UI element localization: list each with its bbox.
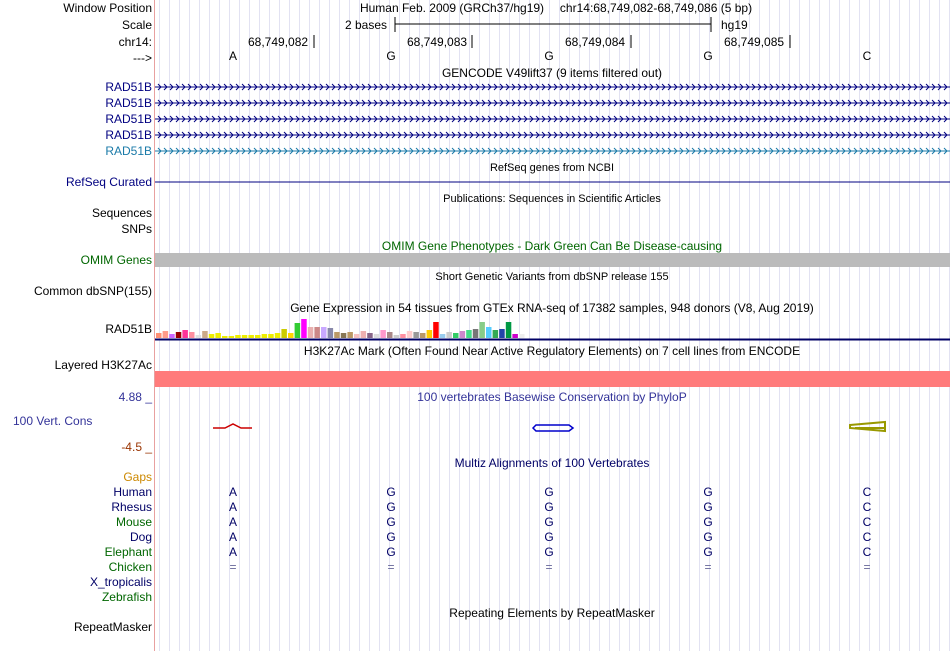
species-label[interactable]: Rhesus xyxy=(111,500,152,514)
alignment-base: = xyxy=(387,560,395,574)
gtex-bar xyxy=(248,335,254,338)
phylop-signal xyxy=(213,424,252,428)
ruler-coordinate: 68,749,085 xyxy=(724,35,785,49)
gtex-bar xyxy=(460,331,466,338)
alignment-base: A xyxy=(228,485,238,499)
gtex-bar xyxy=(427,330,433,338)
omim-label[interactable]: OMIM Genes xyxy=(80,253,152,267)
gtex-bar xyxy=(268,334,274,338)
gencode-item-label[interactable]: RAD51B xyxy=(105,96,152,110)
gtex-bar xyxy=(506,322,512,338)
alignment-base: C xyxy=(862,500,872,514)
gtex-bar xyxy=(341,333,347,338)
assembly-text: Human Feb. 2009 (GRCh37/hg19) xyxy=(359,1,545,15)
refseq-title: RefSeq genes from NCBI xyxy=(489,162,615,174)
alignment-base: C xyxy=(862,545,872,559)
gtex-bar xyxy=(380,330,386,338)
chrom-label: chr14: xyxy=(118,35,152,49)
ruler-base: C xyxy=(862,49,872,63)
alignment-base: G xyxy=(386,515,396,529)
gencode-item-label[interactable]: RAD51B xyxy=(105,144,152,158)
alignment-base: C xyxy=(862,485,872,499)
phylop-min-label: -4.5 _ xyxy=(121,440,152,454)
ruler-coordinate: 68,749,084 xyxy=(565,35,626,49)
gtex-bar xyxy=(255,335,261,338)
h3k27ac-title: H3K27Ac Mark (Often Found Near Active Regulatory Elements) on 7 cell lines from ENCODE xyxy=(303,344,801,358)
alignment-base: A xyxy=(228,530,238,544)
alignment-base: A xyxy=(228,515,238,529)
gtex-bar xyxy=(196,335,202,338)
gtex-bar xyxy=(440,334,446,338)
scale-text: 2 bases xyxy=(345,18,388,32)
gencode-item-label[interactable]: RAD51B xyxy=(105,128,152,142)
alignment-base: = xyxy=(863,560,871,574)
gencode-item-label[interactable]: RAD51B xyxy=(105,112,152,126)
strand-label: ---> xyxy=(133,51,152,65)
sequences-label[interactable]: Sequences xyxy=(91,206,152,220)
gtex-bar xyxy=(486,327,492,338)
repeatmasker-label[interactable]: RepeatMasker xyxy=(73,620,152,634)
gtex-bar xyxy=(176,332,182,338)
multiz-title: Multiz Alignments of 100 Vertebrates xyxy=(454,456,650,470)
scale-db: hg19 xyxy=(721,18,748,32)
gtex-bar xyxy=(288,333,294,338)
gtex-bar xyxy=(222,336,228,338)
gtex-label[interactable]: RAD51B xyxy=(105,322,152,336)
alignment-base: G xyxy=(544,530,554,544)
species-label[interactable]: X_tropicalis xyxy=(89,575,152,589)
dbsnp-label[interactable]: Common dbSNP(155) xyxy=(33,284,152,298)
gtex-bar xyxy=(328,328,334,338)
scale-label: Scale xyxy=(121,18,152,32)
track-labels xyxy=(0,0,155,651)
alignment-base: G xyxy=(544,500,554,514)
gtex-bar xyxy=(479,322,485,338)
position-text: chr14:68,749,082-68,749,086 (5 bp) xyxy=(559,1,753,15)
alignment-base: G xyxy=(386,530,396,544)
gtex-bar xyxy=(354,334,360,338)
gtex-bar xyxy=(466,330,472,338)
gtex-bar xyxy=(235,335,241,338)
species-label[interactable]: Elephant xyxy=(104,545,152,559)
phylop-max-label: 4.88 _ xyxy=(118,390,152,404)
phylop-label[interactable]: 100 Vert. Cons xyxy=(13,414,93,428)
gtex-bar xyxy=(275,333,281,338)
gtex-bar xyxy=(453,333,459,338)
alignment-base: G xyxy=(703,515,713,529)
gtex-bar xyxy=(242,335,248,338)
ruler-base: A xyxy=(228,49,238,63)
ruler-base: G xyxy=(544,49,554,63)
gtex-bar xyxy=(295,323,301,338)
gtex-bar xyxy=(215,333,221,338)
gtex-bar xyxy=(321,327,327,338)
repeatmasker-title: Repeating Elements by RepeatMasker xyxy=(449,606,655,620)
h3k27ac-bar xyxy=(155,371,950,387)
ruler-base: G xyxy=(703,49,713,63)
alignment-base: G xyxy=(703,485,713,499)
ruler-coordinate: 68,749,083 xyxy=(407,35,468,49)
alignment-base: A xyxy=(228,545,238,559)
gtex-bar xyxy=(374,334,380,338)
gtex-title: Gene Expression in 54 tissues from GTEx RNA-seq of 17382 samples, 948 donors (V8, Aug 2019) xyxy=(290,301,814,315)
gtex-bar xyxy=(202,331,208,338)
alignment-base: G xyxy=(544,485,554,499)
gtex-bar xyxy=(499,329,505,338)
gtex-bar xyxy=(394,335,400,338)
alignment-base: G xyxy=(703,530,713,544)
gtex-bar xyxy=(347,332,353,338)
gtex-bar xyxy=(413,332,419,338)
gtex-bar xyxy=(163,331,169,338)
gencode-item-label[interactable]: RAD51B xyxy=(105,80,152,94)
alignment-base: A xyxy=(228,500,238,514)
gtex-bar xyxy=(361,331,367,338)
alignment-base: = xyxy=(229,560,237,574)
alignment-base: G xyxy=(386,485,396,499)
alignment-base: C xyxy=(862,515,872,529)
refseq-label[interactable]: RefSeq Curated xyxy=(65,175,152,189)
gtex-bar xyxy=(229,336,235,338)
omim-title: OMIM Gene Phenotypes - Dark Green Can Be Disease-causing xyxy=(381,239,723,253)
alignment-base: C xyxy=(862,530,872,544)
track-area[interactable] xyxy=(155,0,950,651)
alignment-base: G xyxy=(544,545,554,559)
alignment-base: G xyxy=(386,500,396,514)
alignment-base: = xyxy=(545,560,553,574)
dbsnp-title: Short Genetic Variants from dbSNP release 155 xyxy=(435,271,669,283)
gtex-bar xyxy=(433,322,439,338)
omim-bar xyxy=(155,253,950,267)
species-label[interactable]: Dog xyxy=(129,530,152,544)
species-label[interactable]: Zebrafish xyxy=(101,590,152,604)
species-label[interactable]: Human xyxy=(113,485,152,499)
h3k27ac-label[interactable]: Layered H3K27Ac xyxy=(54,358,152,372)
gtex-bar xyxy=(209,334,215,338)
alignment-base: G xyxy=(386,545,396,559)
species-label[interactable]: Mouse xyxy=(115,515,152,529)
gtex-bar xyxy=(189,332,195,338)
gtex-bar xyxy=(281,329,287,338)
gtex-bar xyxy=(519,334,525,338)
gtex-bar xyxy=(512,334,518,338)
gtex-bar xyxy=(473,329,479,338)
ruler-coordinate: 68,749,082 xyxy=(248,35,309,49)
gtex-bar xyxy=(334,332,340,338)
gtex-bar xyxy=(156,333,162,338)
gtex-bar xyxy=(314,327,320,338)
gtex-bar xyxy=(387,332,393,338)
gencode-title: GENCODE V49lift37 (9 items filtered out) xyxy=(441,66,663,80)
gtex-bar xyxy=(182,330,188,338)
gtex-bar xyxy=(493,330,499,338)
gtex-bar xyxy=(367,333,373,338)
alignment-base: G xyxy=(544,515,554,529)
gtex-bar xyxy=(262,334,268,338)
alignment-base: G xyxy=(703,545,713,559)
snps-label[interactable]: SNPs xyxy=(121,222,152,236)
publications-title: Publications: Sequences in Scientific Articles xyxy=(443,193,661,205)
gtex-bar xyxy=(420,333,426,338)
window-position-label: Window Position xyxy=(63,1,152,15)
gtex-bar xyxy=(446,332,452,338)
phylop-title: 100 vertebrates Basewise Conservation by PhyloP xyxy=(417,390,687,404)
gaps-label: Gaps xyxy=(123,470,152,484)
gtex-bar xyxy=(400,334,406,338)
alignment-base: = xyxy=(704,560,712,574)
gtex-bar xyxy=(169,334,175,338)
gtex-bar xyxy=(407,331,413,338)
gtex-bar xyxy=(301,319,307,338)
alignment-base: G xyxy=(703,500,713,514)
species-label[interactable]: Chicken xyxy=(108,560,152,574)
ruler-base: G xyxy=(386,49,396,63)
gtex-bar xyxy=(308,327,314,338)
